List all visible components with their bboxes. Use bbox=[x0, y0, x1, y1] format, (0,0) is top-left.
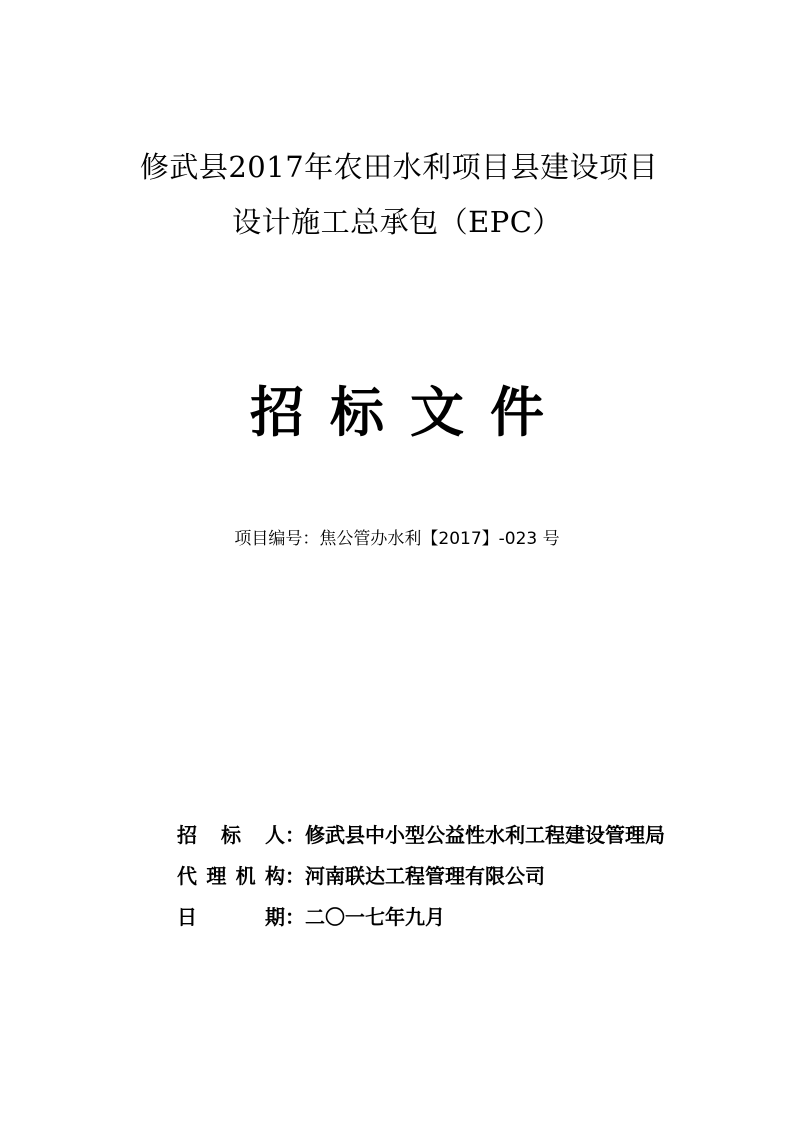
tenderer-row bbox=[177, 822, 665, 848]
tenderer-separator: ： bbox=[285, 823, 305, 847]
date-value: 二〇一七年九月 bbox=[305, 905, 445, 929]
date-row bbox=[177, 904, 445, 930]
title-line-1: 修武县2017年农田水利项目县建设项目 bbox=[139, 150, 659, 184]
agency-row bbox=[177, 863, 545, 889]
agency-label: 代理机构 bbox=[177, 864, 285, 888]
date-label: 日 期 bbox=[177, 905, 285, 929]
tenderer-label: 招 标 人 bbox=[177, 823, 285, 847]
project-number: 项目编号：焦公管办水利【2017】-023 号 bbox=[234, 529, 560, 549]
date-separator: ： bbox=[285, 905, 305, 929]
title-line-2: 设计施工总承包（EPC） bbox=[232, 205, 562, 239]
agency-value: 河南联达工程管理有限公司 bbox=[305, 864, 545, 888]
document-type-heading: 招标文件 bbox=[250, 381, 570, 444]
tenderer-value: 修武县中小型公益性水利工程建设管理局 bbox=[305, 823, 665, 847]
agency-separator: ： bbox=[285, 864, 305, 888]
